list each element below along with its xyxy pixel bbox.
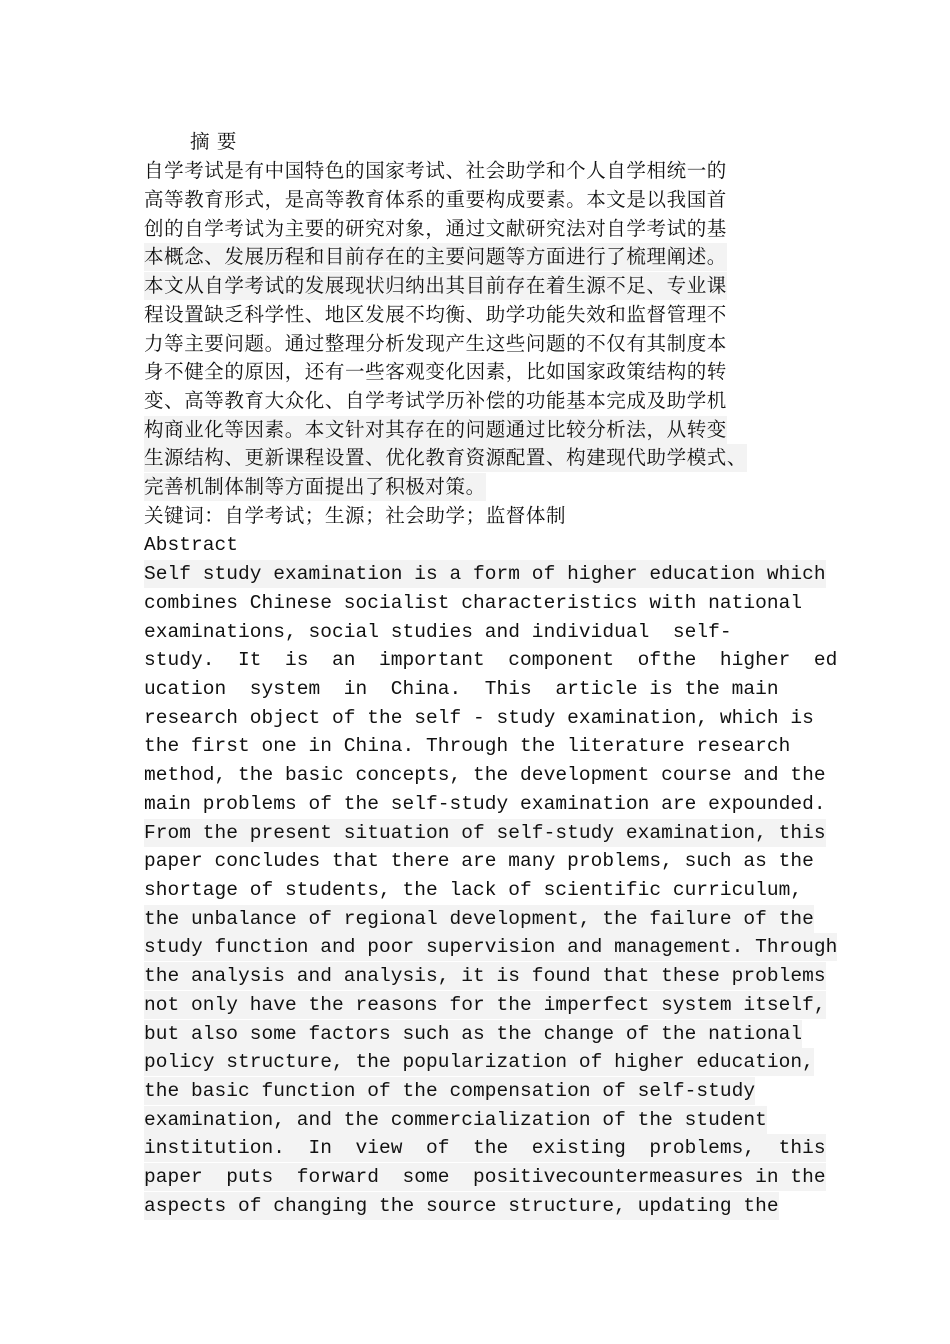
abstract-heading-en: Abstract	[144, 534, 239, 556]
abstract-cn-line: 构商业化等因素。本文针对其存在的问题通过比较分析法，从转变	[144, 416, 727, 444]
abstract-en-line: combines Chinese socialist characteristics with national	[144, 592, 803, 614]
abstract-en-line: study. It is an important component ofthe higher ed	[144, 649, 838, 671]
abstract-en-line: paper puts forward some positivecountermeasures in the	[144, 1163, 826, 1191]
abstract-cn-line: 身不健全的原因，还有一些客观变化因素，比如国家政策结构的转	[144, 360, 727, 383]
abstract-cn-line: 程设置缺乏科学性、地区发展不均衡、助学功能失效和监督管理不	[144, 303, 727, 326]
abstract-cn-line: 创的自学考试为主要的研究对象，通过文献研究法对自学考试的基	[144, 217, 727, 240]
keywords-cn: 关键词：自学考试；生源；社会助学；监督体制	[144, 504, 567, 527]
abstract-en-line: the analysis and analysis, it is found that these problems	[144, 962, 826, 990]
abstract-cn-line: 自学考试是有中国特色的国家考试、社会助学和个人自学相统一的	[144, 159, 727, 182]
abstract-cn-line: 完善机制体制等方面提出了积极对策。	[144, 473, 486, 501]
abstract-cn-line: 变、高等教育大众化、自学考试学历补偿的功能基本完成及助学机	[144, 389, 727, 412]
abstract-en-line: policy structure, the popularization of higher education,	[144, 1048, 814, 1076]
abstract-cn-line: 高等教育形式，是高等教育体系的重要构成要素。本文是以我国首	[144, 188, 727, 211]
abstract-en-line: shortage of students, the lack of scientific curriculum,	[144, 879, 803, 901]
abstract-cn-line: 生源结构、更新课程设置、优化教育资源配置、构建现代助学模式、	[144, 444, 747, 472]
abstract-en-line: method, the basic concepts, the development course and the	[144, 764, 826, 786]
abstract-en-line: institution. In view of the existing problems, this	[144, 1134, 826, 1162]
abstract-en-line: but also some factors such as the change of the national	[144, 1020, 802, 1048]
abstract-en-line: not only have the reasons for the imperfect system itself,	[144, 991, 826, 1019]
abstract-en-line: Self study examination is a form of higher education which	[144, 560, 826, 588]
abstract-cn-line: 本概念、发展历程和目前存在的主要问题等方面进行了梳理阐述。	[144, 243, 727, 271]
abstract-en-line: ucation system in China. This article is the main	[144, 678, 779, 700]
abstract-en-line: study function and poor supervision and management. Through	[144, 933, 837, 961]
abstract-en-line: main problems of the self-study examination are expounded.	[144, 793, 826, 815]
abstract-en-line: aspects of changing the source structure, updating the	[144, 1192, 779, 1220]
abstract-en-line: examination, and the commercialization of the student	[144, 1106, 767, 1134]
abstract-en-line: research object of the self - study examination, which is	[144, 707, 814, 729]
abstract-cn-line: 力等主要问题。通过整理分析发现产生这些问题的不仅有其制度本	[144, 332, 727, 355]
abstract-en-line: examinations, social studies and individual self-	[144, 621, 732, 643]
abstract-heading-cn: 摘 要	[190, 130, 237, 153]
abstract-en-line: the basic function of the compensation of self-study	[144, 1077, 755, 1105]
abstract-en-line: the unbalance of regional development, the failure of the	[144, 905, 814, 933]
abstract-en-line: the first one in China. Through the literature research	[144, 735, 791, 757]
abstract-en-line: From the present situation of self-study examination, this	[144, 819, 826, 847]
abstract-en-line: paper concludes that there are many problems, such as the	[144, 850, 814, 872]
abstract-cn-line: 本文从自学考试的发展现状归纳出其目前存在着生源不足、专业课	[144, 272, 727, 300]
